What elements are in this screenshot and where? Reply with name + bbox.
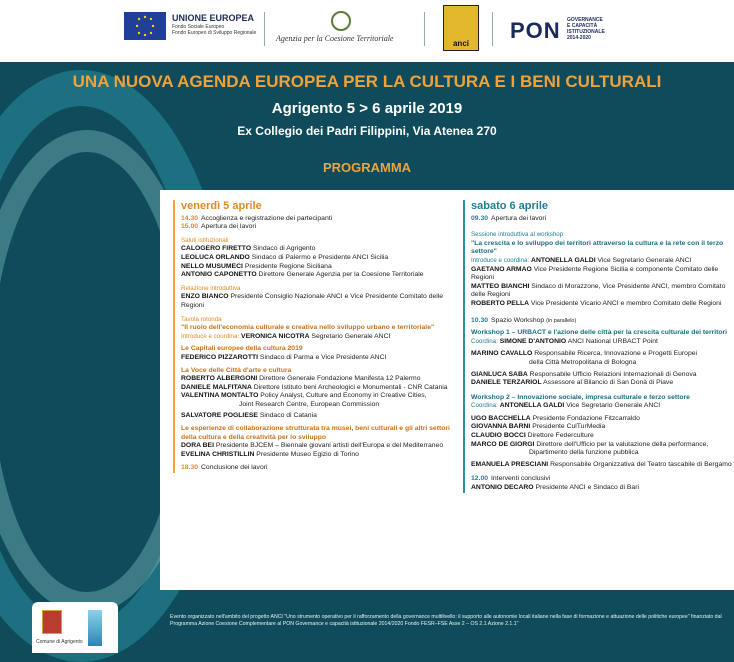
- event-venue: Ex Collegio dei Padri Filippini, Via Atenea 270: [237, 124, 497, 138]
- panel-topic: "Il ruolo dell'economia culturale e creativa nello sviluppo urbano e territoriale": [181, 324, 435, 332]
- workshop-title: Workshop 2 – Innovazione sociale, impresa culturale e terzo settore: [471, 393, 690, 401]
- speaker: ROBERTO PELLA Vice Presidente Vicario ANCI e membro Comitato delle Regioni: [471, 299, 722, 307]
- divider: [264, 12, 265, 46]
- speaker: ROBERTO ALBERGONI Direttore Generale Fondazione Manifesta 12 Palermo: [181, 375, 421, 383]
- speaker: ANTONIO CAPONETTO Direttore Generale Agenzia per la Coesione Territoriale: [181, 271, 424, 279]
- speaker: DANIELE MALFITANA Direttore Istituto beni Archeologici e Monumentali - CNR Catania: [181, 383, 448, 391]
- emblem-icon: [331, 11, 351, 31]
- program-item: 15.00 Apertura dei lavori: [181, 223, 257, 231]
- program-item: 09.30 Apertura dei lavori: [471, 214, 547, 222]
- program-item: 10.30 Spazio Workshop (in parallelo): [471, 316, 577, 324]
- section-label: Sessione introduttiva al workshop: [471, 231, 564, 239]
- programma-heading: PROGRAMMA: [322, 160, 412, 175]
- speaker: Coordina: SIMONE D'ANTONIO ANCI National URBACT Point: [471, 337, 658, 345]
- day-heading: venerdì 5 aprile: [181, 200, 262, 212]
- speaker: LEOLUCA ORLANDO Sindaco di Palermo e Presidente ANCI Sicilia: [181, 253, 389, 261]
- divider: [424, 12, 425, 46]
- eu-sub: Fondo Sociale Europeo Fondo Europeo di Sviluppo Regionale: [172, 24, 257, 36]
- speaker: CALOGERO FIRETTO Sindaco di Agrigento: [181, 245, 316, 253]
- speaker: MATTEO BIANCHI Sindaco di Morazzone, Vice Presidente ANCI, membro Comitato delle Regioni: [471, 282, 726, 299]
- speaker: EVELINA CHRISTILLIN Presidente Museo Egizio di Torino: [181, 450, 359, 458]
- pon-logo: PON: [510, 18, 561, 43]
- speaker: EMANUELA PRESCIANI Responsabile Organizzativa del Teatro tascabile di Bergamo: [471, 460, 732, 468]
- speaker: Introduce e coordina: VERONICA NICOTRA Segretario Generale ANCI: [181, 332, 391, 340]
- program-item: 18.30 Conclusione dei lavori: [181, 464, 268, 472]
- comune-logo: [32, 602, 118, 653]
- section-label: Relazione introduttiva: [181, 284, 241, 292]
- speaker: Coordina: ANTONELLA GALDI Vice Segretario Generale ANCI: [471, 402, 661, 410]
- speaker: ENZO BIANCO Presidente Consiglio Nazionale ANCI e Vice Presidente Comitato delle Regioni: [181, 293, 444, 309]
- speaker-role-cont: Joint Research Centre, European Commission: [239, 400, 380, 408]
- session-topic: "La crescita e lo sviluppo dei territori attraverso la cultura e la rete con il terzo settore": [471, 239, 724, 256]
- day-1-column: [173, 200, 451, 473]
- speaker: MARCO DE GIORGI Direttore dell'Ufficio per la valutazione della performance,: [471, 440, 709, 448]
- event-title: UNA NUOVA AGENDA EUROPEA PER LA CULTURA E I BENI CULTURALI: [72, 72, 662, 91]
- coat-of-arms-icon: [42, 610, 62, 634]
- logo-bar: [0, 0, 734, 62]
- day-2-column: [463, 200, 734, 493]
- funding-note: Evento organizzato nell'ambito del progetto ANCI "Uno strumento operativo per il rafforzamento della governance multilivello: il supporto alle autonomie locali italiane nella fase di formazione e attuazione delle politiche europee" finanziato dal Programma Azione Coesione Complementare al PON Governance e capacità istituzionale 2014/2020 Fondo FESR–FSE Asse 2 – OS 2.1 Azione 2.1.1": [170, 614, 722, 627]
- program-item: 14.30 Accoglienza e registrazione dei partecipanti: [181, 214, 333, 222]
- divider: [492, 12, 493, 46]
- speaker-role-cont: Dipartimento della funzione pubblica: [529, 449, 639, 457]
- section-label: Saluti istituzionali: [181, 236, 229, 244]
- speaker: VALENTINA MONTALTO Policy Analyst, Culture and Economy in Creative Cities,: [181, 392, 427, 400]
- panel-topic: Le esperienze di collaborazione strutturata tra musei, beni culturali e gli altri settori della cultura e della creatività per lo sviluppo: [181, 425, 450, 441]
- pon-sub: GOVERNANCE E CAPACITÀ ISTITUZIONALE 2014-2020: [567, 17, 605, 41]
- panel-topic: Le Capitali europee della cultura 2019: [181, 345, 303, 353]
- speaker: SALVATORE POGLIESE Sindaco di Catania: [181, 412, 317, 420]
- speaker: GAETANO ARMAO Vice Presidente Regione Sicilia e componente Comitato delle Regioni: [471, 265, 719, 282]
- program-item: 12.00 Interventi conclusivi: [471, 475, 551, 483]
- day-heading: sabato 6 aprile: [471, 200, 549, 212]
- speaker: FEDERICO PIZZAROTTI Sindaco di Parma e Vice Presidente ANCI: [181, 353, 387, 361]
- workshop-title: Workshop 1 – URBACT e l'azione delle città per la crescita culturale dei territori: [471, 329, 728, 337]
- eu-flag-logo: [124, 12, 166, 40]
- speaker: Introduce e coordina: ANTONELLA GALDI Vice Segretario Generale ANCI: [471, 256, 692, 264]
- speaker: GIANLUCA SABA Responsabile Ufficio Relazioni Internazionali di Genova: [471, 370, 697, 378]
- speaker: ANTONIO DECARO Presidente ANCI e Sindaco di Bari: [471, 484, 639, 492]
- eu-title: UNIONE EUROPEA: [172, 13, 255, 23]
- speaker: UGO BACCHELLA Presidente Fondazione Fitzcarraldo: [471, 414, 640, 422]
- agenzia-logo: Agenzia per la Coesione Territoriale: [276, 34, 394, 43]
- event-date: Agrigento 5 > 6 aprile 2019: [271, 100, 463, 117]
- anci-logo: anci: [443, 5, 479, 51]
- speaker: NELLO MUSUMECI Presidente Regione Siciliana: [181, 262, 332, 270]
- comune-label: Comune di Agrigento: [36, 639, 83, 645]
- tower-icon: [88, 610, 102, 646]
- speaker-role-cont: della Città Metropolitana di Bologna: [529, 358, 637, 366]
- speaker: DANIELE TERZARIOL Assessore al Bilancio di San Donà di Piave: [471, 379, 674, 387]
- section-label: Tavola rotonda: [181, 315, 222, 323]
- panel-topic: La Voce delle Città d'arte e cultura: [181, 366, 292, 374]
- speaker: CLAUDIO BOCCI Direttore Federculture: [471, 432, 594, 440]
- speaker: GIOVANNA BARNI Presidente CulTurMedia: [471, 423, 606, 431]
- speaker: DORA BEI Presidente BJCEM – Biennale giovani artisti dell'Europa e del Mediterraneo: [181, 442, 444, 450]
- speaker: MARINO CAVALLO Responsabile Ricerca, Innovazione e Progetti Europei: [471, 350, 698, 358]
